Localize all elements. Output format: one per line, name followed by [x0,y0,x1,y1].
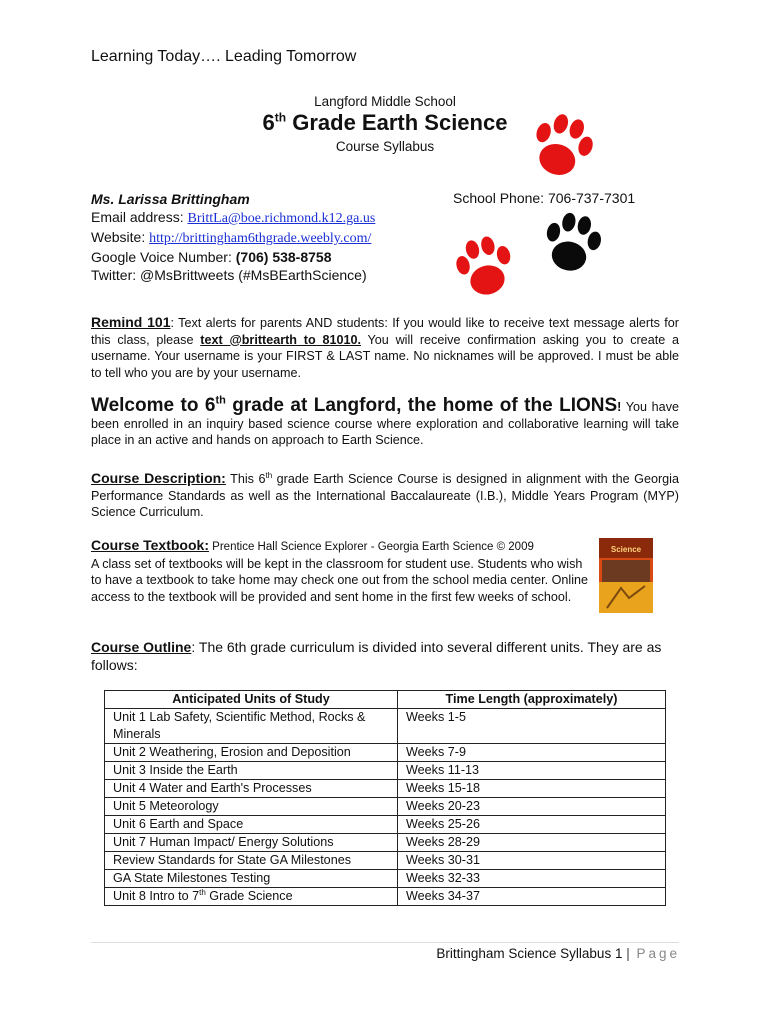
description-text-1: This 6 [225,472,266,486]
textbook-text: A class set of textbooks will be kept in the classroom for student use. Students who wish to have a textbook to take home may check one out from the school media center. Online access to the textbook will be provided and sent home in the first few weeks of school. [91,556,589,604]
page-footer [0,946,680,961]
voice-number: (706) 538-8758 [235,249,332,265]
voice-label: Google Voice Number: [91,249,236,265]
unit-cell: Unit 1 Lab Safety, Scientific Method, Rocks & Minerals [105,709,398,744]
table-header-row [105,691,666,709]
textbook-heading: Course Textbook: [91,537,209,553]
outline-section [91,638,679,674]
school-phone: School Phone: 706-737-7301 [453,190,636,206]
unit-cell: Unit 6 Earth and Space [105,816,398,834]
footer-page-label: Page [629,946,680,961]
welcome-heading-2: grade at Langford, the home of the LIONS [225,395,618,416]
welcome-text: You have been enrolled in an inquiry based science course where exploration and collaborative learning will take place in an active and hands on approach to Earth Science. [91,400,679,447]
table-row [105,798,666,816]
black-paw-icon [536,204,608,280]
textbook-section [91,537,591,605]
voice-line [91,248,375,266]
page-title [0,110,770,136]
time-cell: Weeks 32-33 [398,870,666,888]
remind-code: text @brittearth to 81010. [200,332,361,347]
title-text: Grade Earth Science [286,110,508,135]
cover-label: Science [610,545,642,554]
table-row [105,744,666,762]
welcome-heading-1: Welcome to 6 [91,395,216,416]
table-row [105,709,666,744]
school-name: Langford Middle School [314,94,456,109]
welcome-bang: ! [617,400,622,414]
table-row [105,816,666,834]
table-row [105,762,666,780]
header-time: Time Length (approximately) [398,691,666,709]
tagline: Learning Today…. Leading Tomorrow [91,48,357,65]
table-row [105,852,666,870]
unit-cell: Unit 2 Weathering, Erosion and Deposition [105,744,398,762]
email-link[interactable]: BrittLa@boe.richmond.k12.ga.us [187,211,376,226]
textbook-title: Prentice Hall Science Explorer - Georgia Earth Science © 2009 [208,541,534,553]
description-section [91,470,679,521]
textbook-cover-image [599,538,653,613]
outline-heading: Course Outline [91,639,192,655]
footer-separator: | [626,946,630,961]
remind-heading: Remind 101 [91,314,171,330]
description-text-2: grade Earth Science Course is designed in alignment with the Georgia Performance Standards as well as the International Baccalaureate (I.B.), Middle Years Program (MYP) Science Curriculum. [91,472,679,519]
time-cell: Weeks 34-37 [398,888,666,906]
table-row [105,870,666,888]
welcome-section [91,394,679,449]
time-cell: Weeks 28-29 [398,834,666,852]
remind-text-1: : Text alerts for parents AND students: If you would like to receive text message alerts for this class, please [91,316,679,347]
website-line [91,228,375,248]
remind-text-2: You will receive confirmation asking you to create a username. Your username is your FIRST & LAST name. No nicknames will be approved. I must be able to tell who you are by your username. [91,332,679,380]
outline-text: : The 6th grade curriculum is divided into several different units. They are as follows: [91,639,662,673]
twitter-line: Twitter: @MsBrittweets (#MsBEarthScience) [91,267,367,283]
footer-divider [91,942,679,943]
email-label: Email address: [91,209,188,225]
red-paw-icon-top [524,106,600,184]
last-unit-pre: Unit 8 Intro to 7 [113,889,200,903]
website-link[interactable]: http://brittingham6thgrade.weebly.com/ [149,231,372,246]
title-number: 6 [262,110,275,135]
time-cell: Weeks 25-26 [398,816,666,834]
unit-cell: GA State Milestones Testing [105,870,398,888]
unit-cell: Unit 5 Meteorology [105,798,398,816]
table-row [105,834,666,852]
footer-text: Brittingham Science Syllabus 1 [436,946,627,961]
unit-cell [105,888,398,906]
title-sup: th [274,110,287,125]
table-row [105,780,666,798]
time-cell: Weeks 1-5 [398,709,666,744]
welcome-sup: th [215,394,226,407]
last-unit-sup: th [199,887,206,897]
page-subtitle: Course Syllabus [335,139,435,154]
time-cell: Weeks 11-13 [398,762,666,780]
contact-block [91,190,375,284]
unit-cell: Unit 4 Water and Earth's Processes [105,780,398,798]
table-row [105,888,666,906]
header-units: Anticipated Units of Study [105,691,398,709]
time-cell: Weeks 7-9 [398,744,666,762]
unit-cell: Unit 7 Human Impact/ Energy Solutions [105,834,398,852]
description-sup: th [265,470,273,480]
teacher-name: Ms. Larissa Brittingham [91,191,250,207]
units-table [104,690,666,906]
time-cell: Weeks 15-18 [398,780,666,798]
email-line [91,208,375,228]
red-paw-icon-left [448,228,520,304]
website-label: Website: [91,229,150,245]
description-heading: Course Description: [91,470,226,486]
last-unit-post: Grade Science [205,889,293,903]
remind-section [91,314,679,381]
time-cell: Weeks 30-31 [398,852,666,870]
time-cell: Weeks 20-23 [398,798,666,816]
unit-cell: Review Standards for State GA Milestones [105,852,398,870]
unit-cell: Unit 3 Inside the Earth [105,762,398,780]
